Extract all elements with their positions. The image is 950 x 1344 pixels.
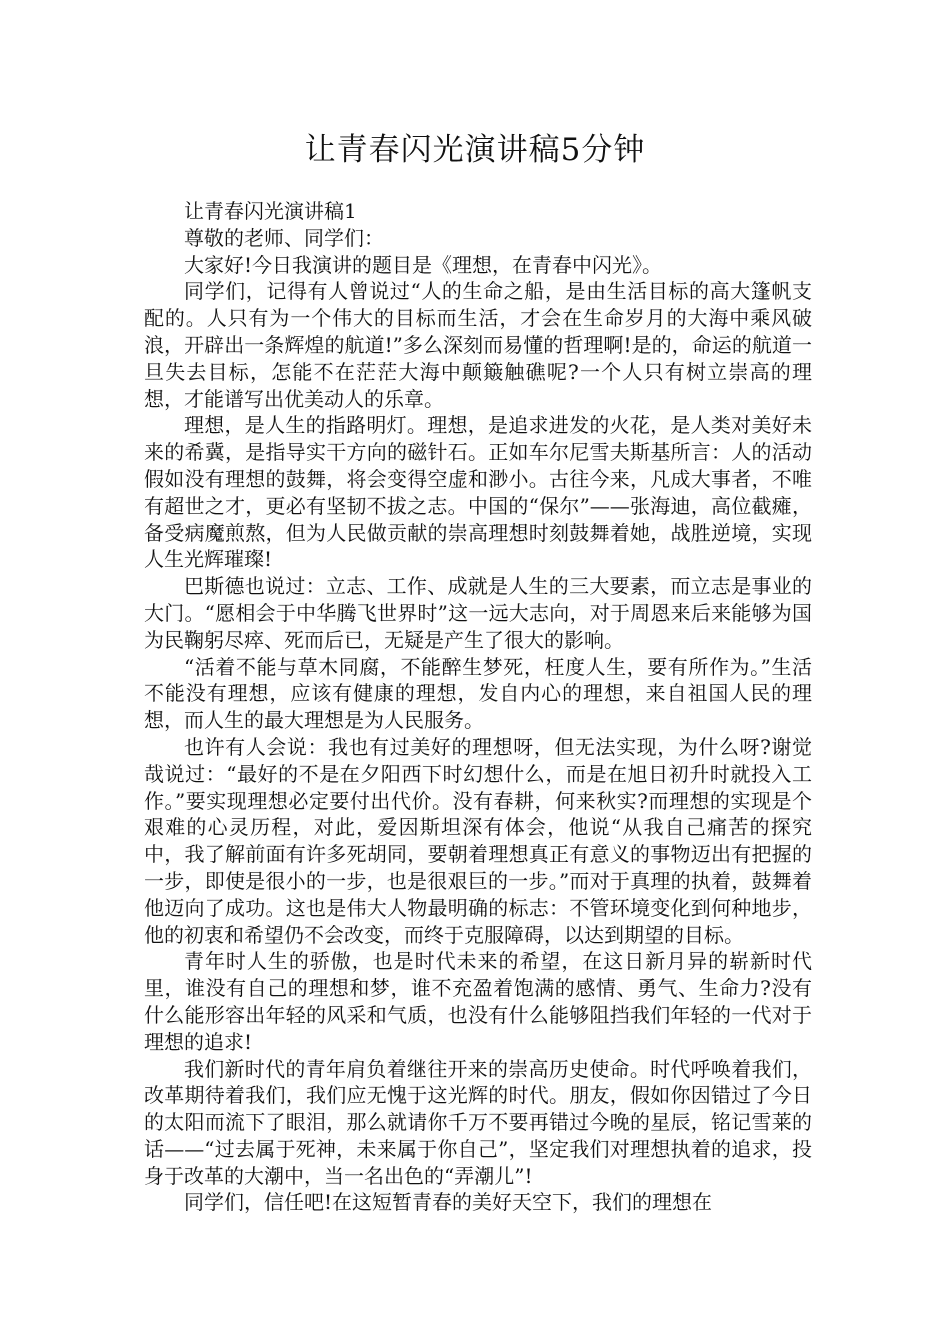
paragraph: 巴斯德也说过：立志、工作、成就是人生的三大要素，而立志是事业的大门。“愿相会于中华腾飞世界时”这一远大志向，对于周恩来后来能够为国为民鞠躬尽瘁、死而后已，无疑是产生了很大的影响。 — [144, 574, 812, 652]
paragraph: 青年时人生的骄傲，也是时代未来的希望，在这日新月异的崭新时代里，谁没有自己的理想和梦，谁不充盈着饱满的感情、勇气、生命力?没有什么能形容出年轻的风采和气质，也没有什么能够阻挡我们年轻的一代对于理想的追求! — [144, 949, 812, 1054]
paragraph: 也许有人会说：我也有过美好的理想呀，但无法实现，为什么呀?谢觉哉说过：“最好的不是在夕阳西下时幻想什么，而是在旭日初升时就投入工作。”要实现理想必定要付出代价。没有春耕，何来秋实?而理想的实现是个艰难的心灵历程，对此，爱因斯坦深有体会，他说“从我自己痛苦的探究中，我了解前面有许多死胡同，要朝着理想真正有意义的事物迈出有把握的一步，即使是很小的一步，也是很艰巨的一步。”而对于真理的执着，鼓舞着他迈向了成功。这也是伟大人物最明确的标志：不管环境变化到何种地步，他的初衷和希望仍不会改变，而终于克服障碍，以达到期望的目标。 — [144, 734, 812, 947]
paragraph: 同学们，信任吧!在这短暂青春的美好天空下，我们的理想在 — [184, 1190, 713, 1215]
paragraph-subtitle: 让青春闪光演讲稿1 — [184, 199, 357, 223]
document-body — [144, 198, 812, 1216]
paragraph: “活着不能与草木同腐，不能醉生梦死，枉度人生，要有所作为。”生活不能没有理想，应该有健康的理想，发自内心的理想，来自祖国人民的理想，而人生的最大理想是为人民服务。 — [144, 654, 812, 733]
paragraph-salutation: 尊敬的老师、同学们： — [184, 225, 384, 250]
paragraph: 理想，是人生的指路明灯。理想，是追求进发的火花，是人类对美好未来的希冀，是指导实干方向的磁针石。正如车尔尼雪夫斯基所言：人的活动假如没有理想的鼓舞，将会变得空虚和渺小。古往今来，凡成大事者，不唯有超世之才，更必有坚韧不拔之志。中国的“保尔”——张海迪，高位截瘫，备受病魔煎熬，但为人民做贡献的崇高理想时刻鼓舞着她，战胜逆境，实现人生光辉璀璨! — [144, 413, 812, 572]
paragraph: 我们新时代的青年肩负着继往开来的崇高历史使命。时代呼唤着我们，改革期待着我们，我们应无愧于这光辉的时代。朋友，假如你因错过了今日的太阳而流下了眼泪，那么就请你千万不要再错过今晚的星辰，铭记雪莱的话——“过去属于死神，未来属于你自己”，坚定我们对理想执着的追求，投身于改革的大潮中，当一名出色的“弄潮儿”! — [144, 1056, 812, 1188]
paragraph: 同学们，记得有人曾说过“人的生命之船，是由生活目标的高大篷帆支配的。人只有为一个伟大的目标而生活，才会在生命岁月的大海中乘风破浪，开辟出一条辉煌的航道!”多么深刻而易懂的哲理啊!是的，命运的航道一旦失去目标，怎能不在茫茫大海中颠簸触礁呢?一个人只有树立崇高的理想，才能谱写出优美动人的乐章。 — [144, 279, 812, 411]
paragraph-greeting: 大家好!今日我演讲的题目是《理想，在青春中闪光》。 — [184, 252, 663, 277]
document-title: 让青春闪光演讲稿5分钟 — [304, 132, 646, 168]
